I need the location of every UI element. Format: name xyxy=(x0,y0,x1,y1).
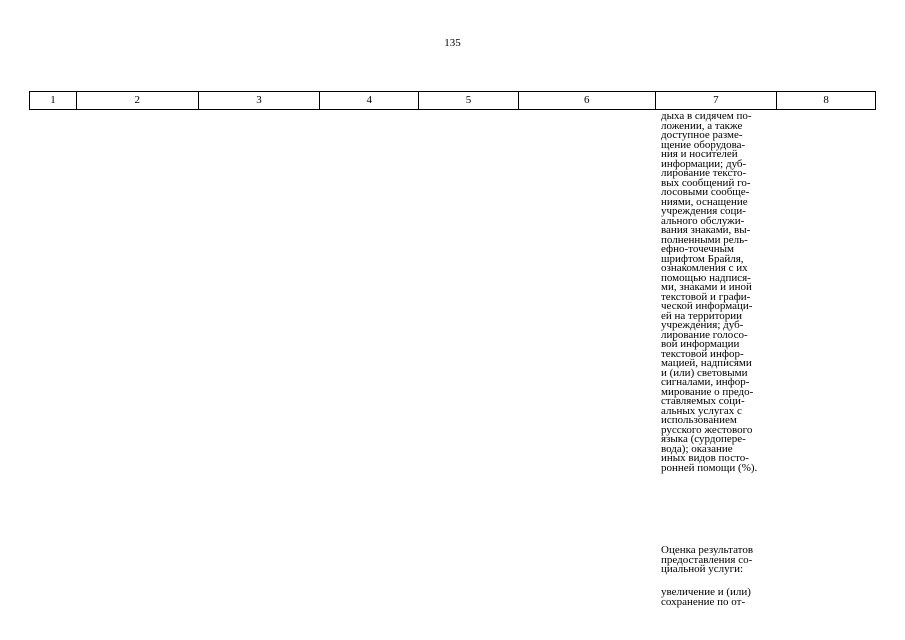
column-7-paragraph-1 xyxy=(661,112,776,473)
text-line: учреждения соци- xyxy=(661,205,746,217)
text-line: мацией, надписями xyxy=(661,357,752,369)
text-line: информации; дуб- xyxy=(661,157,747,170)
text-line: сигналами, инфор- xyxy=(661,376,750,388)
text-line: ефно-точечным xyxy=(661,243,734,255)
table-header-row xyxy=(29,91,876,110)
column-7-paragraph-2 xyxy=(661,546,776,575)
text-line: Оценка результатов xyxy=(661,544,754,556)
text-line: доступное разме- xyxy=(661,129,743,141)
text-line: вания знаками, вы- xyxy=(661,224,751,236)
text-line: ческой информаци- xyxy=(661,300,753,312)
header-cell-8: 8 xyxy=(823,94,829,106)
text-line: ального обслужи- xyxy=(661,214,745,227)
text-line: учреждения; дуб- xyxy=(661,319,744,331)
header-cell-2: 2 xyxy=(77,92,199,109)
text-line: ниями, оснащение xyxy=(661,195,748,208)
text-line: щение оборудова- xyxy=(661,138,746,151)
text-line: языка (сурдопере- xyxy=(661,433,746,445)
text-line: ставляемых соци- xyxy=(661,395,745,407)
text-line: циальной услуги: xyxy=(661,563,744,575)
text-line: русского жестового xyxy=(661,423,753,436)
text-line: шрифтом Брайля, xyxy=(661,252,744,265)
header-cell-3: 3 xyxy=(199,92,321,109)
text-line: ми, знаками и иной xyxy=(661,281,752,293)
page-number: 135 xyxy=(444,37,461,49)
text-line: и (или) световыми xyxy=(661,366,748,379)
text-line: использованием xyxy=(661,414,737,426)
text-line: вых сообщений го- xyxy=(661,176,751,189)
header-cell-5: 5 xyxy=(419,92,519,109)
text-line: полненными рель- xyxy=(661,233,748,246)
text-line: лирование голосо- xyxy=(661,328,748,341)
text-line: лирование тексто- xyxy=(661,167,747,179)
header-cell-6: 6 xyxy=(519,92,656,109)
header-cell-7: 7 xyxy=(656,92,778,109)
text-line: увеличение и (или) xyxy=(661,586,751,598)
text-line: ознакомления с их xyxy=(661,262,748,274)
text-line: помощью надпися- xyxy=(661,271,751,284)
text-line: вой информации xyxy=(661,338,740,350)
text-line: сохранение по от- xyxy=(661,595,746,608)
text-line: альных услугах с xyxy=(661,404,742,417)
text-line: мирование о предо- xyxy=(661,385,754,398)
header-cell-1: 1 xyxy=(30,92,77,109)
text-line: ронней помощи (%). xyxy=(661,461,758,474)
text-line: лосовыми сообще- xyxy=(661,186,750,198)
text-line: ложении, а также xyxy=(661,119,743,132)
text-line: ния и носителей xyxy=(661,148,738,160)
text-line: текстовой инфор- xyxy=(661,347,744,360)
text-line: текстовой и графи- xyxy=(661,290,751,303)
text-line: ей на территории xyxy=(661,309,743,322)
text-line: иных видов посто- xyxy=(661,452,749,464)
text-line: предоставления со- xyxy=(661,553,753,566)
text-line: дыха в сидячем по- xyxy=(661,110,752,122)
column-7-paragraph-3 xyxy=(661,588,776,607)
header-cell-4: 4 xyxy=(320,92,419,109)
text-line: вода); оказание xyxy=(661,442,733,455)
